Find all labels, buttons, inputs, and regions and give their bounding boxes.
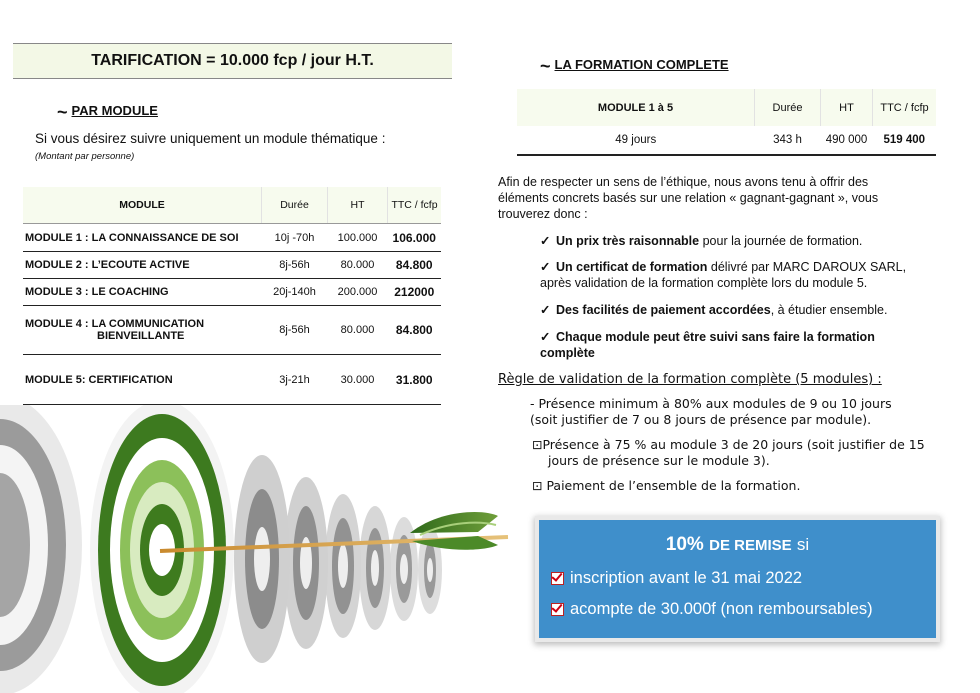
bullet-icon: ⊡: [532, 478, 547, 493]
table-row: MODULE 4 : LA COMMUNICATION BIENVEILLANTE 8j-56h 80.000 84.800: [23, 306, 441, 355]
checkmark-icon: ✓: [540, 260, 551, 274]
amount-note: (Montant par personne): [35, 151, 135, 162]
validation-rule-title: Règle de validation de la formation complète (5 modules) :: [498, 372, 882, 387]
rule-item: - Présence minimum à 80% aux modules de 9 ou 10 jours (soit justifier de 7 ou 8 jours de présence par module).: [530, 396, 892, 427]
formation-complete-heading: ~ LA FORMATION COMPLETE: [540, 56, 729, 76]
checkmark-icon: ✓: [540, 234, 551, 248]
par-module-heading: ~ PAR MODULE: [57, 102, 158, 122]
tilde-icon: ~: [540, 56, 551, 76]
bullet-icon: ⊡: [532, 437, 543, 452]
tilde-icon: ~: [57, 102, 68, 122]
checkmark-icon: ✓: [540, 330, 551, 344]
check-item: ✓ Un certificat de formation délivré par MARC DAROUX SARL, après validation de la formation complète lors du module 5.: [540, 260, 907, 290]
table-row: MODULE 2 : L’ECOUTE ACTIVE 8j-56h 80.000 84.800: [23, 252, 441, 279]
background-targets: [234, 455, 442, 663]
left-gray-target: [0, 405, 82, 693]
promo-condition: acompte de 30.000f (non remboursables): [551, 600, 873, 619]
col-ht: HT: [821, 89, 873, 126]
module-pricing-table: [23, 187, 441, 405]
target-arrow-illustration: [0, 405, 520, 693]
checkmark-icon: ✓: [540, 303, 551, 317]
table-row: MODULE 5: CERTIFICATION 3j-21h 30.000 31.800: [23, 355, 441, 405]
col-module: MODULE 1 à 5: [517, 89, 755, 126]
check-item: ✓ Des facilités de paiement accordées, à étudier ensemble.: [540, 303, 888, 317]
intro-text: Si vous désirez suivre uniquement un module thématique :: [35, 131, 386, 146]
table-row: 49 jours 343 h 490 000 519 400: [517, 126, 936, 155]
col-module: MODULE: [23, 187, 262, 224]
checked-box-icon: [551, 572, 564, 585]
col-ttc: TTC / fcfp: [873, 89, 937, 126]
checked-box-icon: [551, 603, 564, 616]
promo-title: 10% DE REMISE si: [665, 534, 810, 555]
table-row: MODULE 3 : LE COACHING 20j-140h 200.000 212000: [23, 279, 441, 306]
col-duree: Durée: [262, 187, 328, 224]
check-item: ✓ Chaque module peut être suivi sans faire la formation complète: [540, 330, 875, 360]
rule-item: ⊡ Paiement de l’ensemble de la formation.: [532, 478, 801, 493]
discount-promo-box: [539, 520, 936, 638]
tarification-title: TARIFICATION = 10.000 fcp / jour H.T.: [91, 52, 374, 69]
col-duree: Durée: [755, 89, 821, 126]
table-row: MODULE 1 : LA CONNAISSANCE DE SOI 10j -70h 100.000 106.000: [23, 224, 441, 252]
tarification-banner: [13, 43, 452, 79]
check-item: ✓ Un prix très raisonnable pour la journée de formation.: [540, 234, 863, 248]
ethic-paragraph: Afin de respecter un sens de l’éthique, nous avons tenu à offrir des éléments concrets basés sur une relation « gagnant-gagnant », vous trouverez donc :: [498, 175, 879, 221]
col-ttc: TTC / fcfp: [388, 187, 442, 224]
col-ht: HT: [328, 187, 388, 224]
promo-condition: inscription avant le 31 mai 2022: [551, 569, 802, 588]
full-formation-table: [517, 89, 936, 156]
rule-item: ⊡Présence à 75 % au module 3 de 20 jours (soit justifier de 15 jours de présence sur le module 3).: [532, 437, 925, 468]
